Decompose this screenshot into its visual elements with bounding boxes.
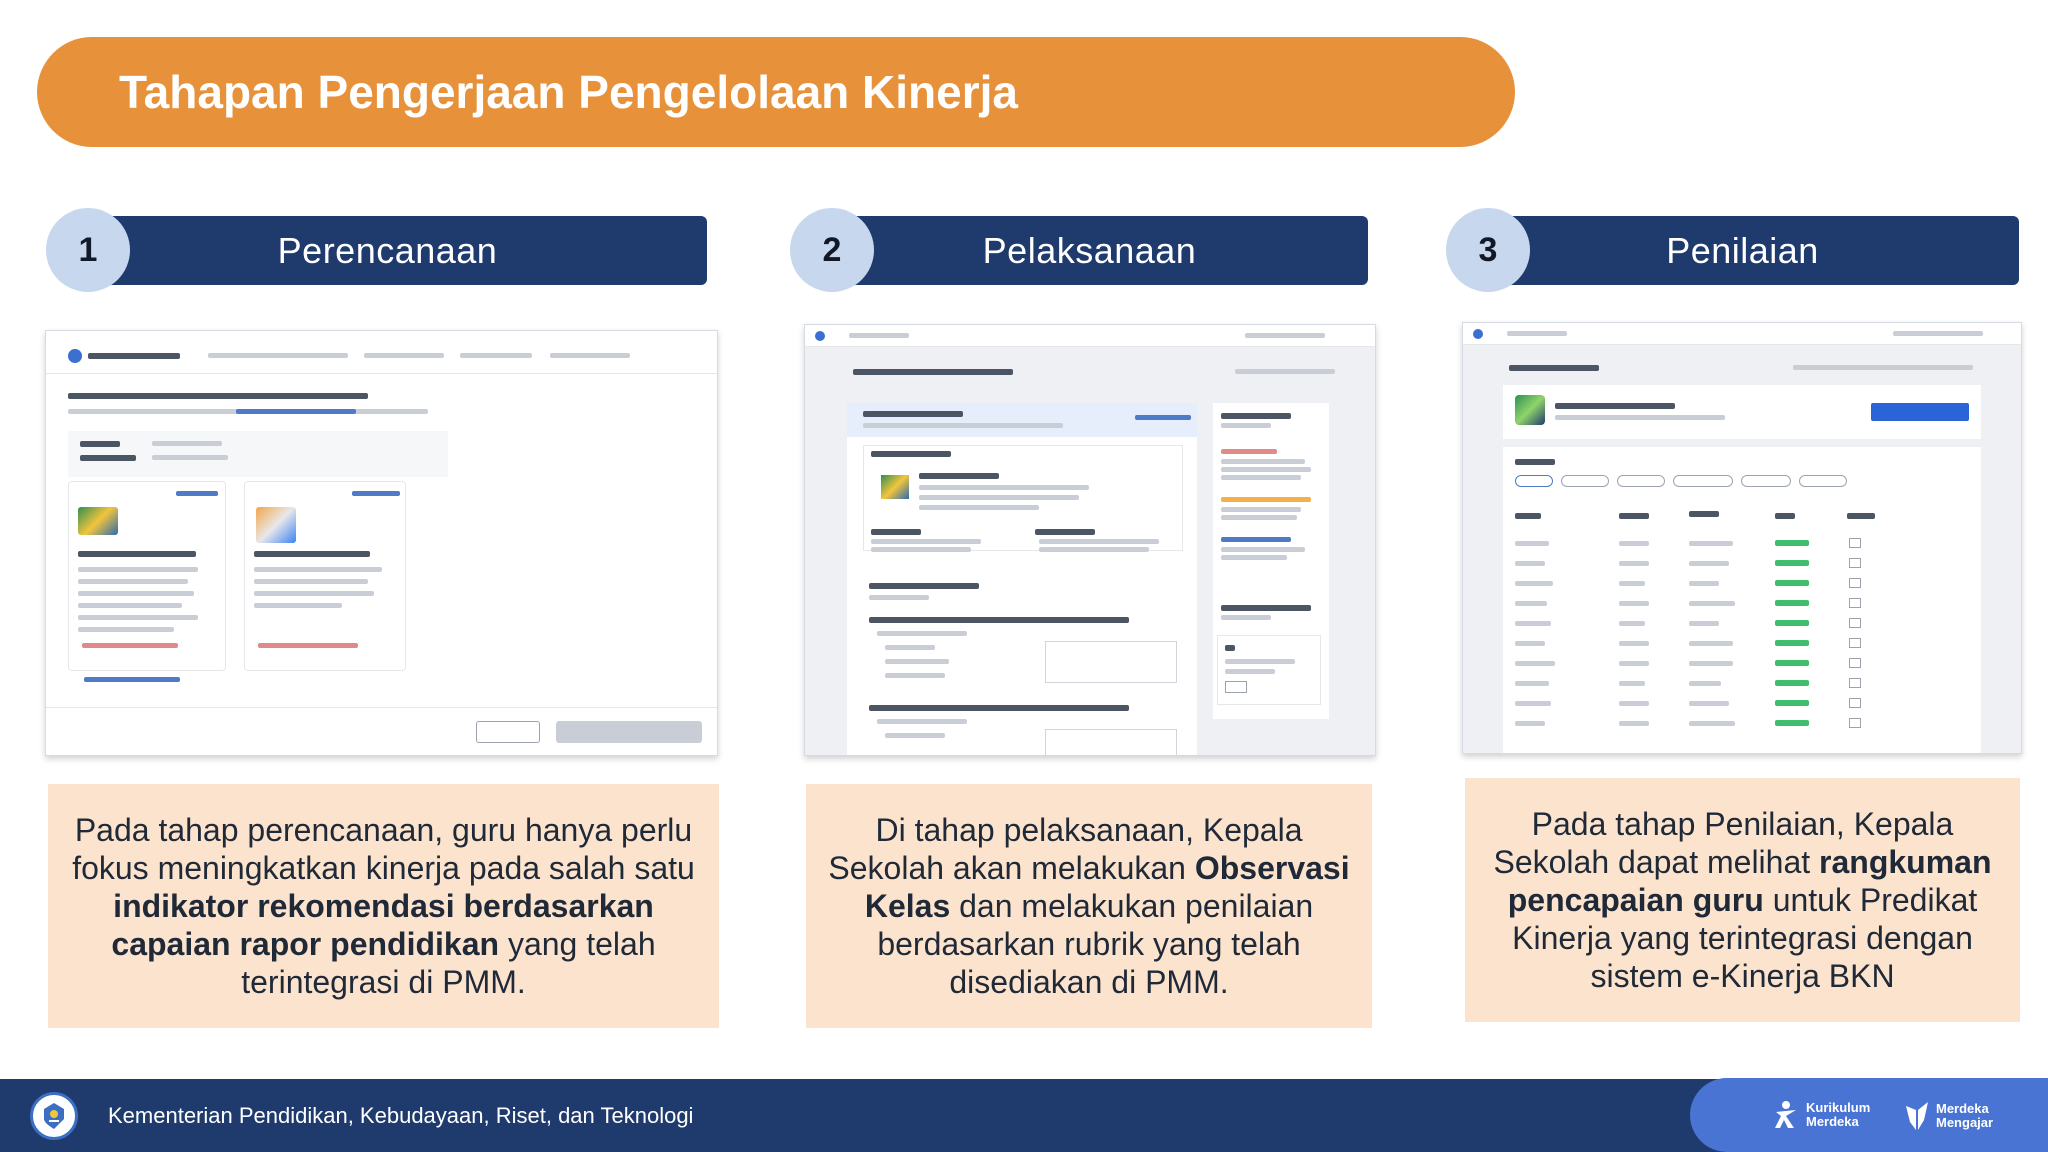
desc-emphasis: rangkuman pencapaian guru: [1507, 844, 1992, 918]
step-label: Pelaksanaan: [982, 229, 1197, 271]
description-perencanaan: [48, 784, 719, 1028]
brand-pill: [1690, 1078, 2048, 1152]
screenshot-penilaian: [1462, 322, 2022, 754]
step-header-penilaian: [1466, 216, 2019, 285]
kurikulum-merdeka-logo-icon: [1772, 1100, 1800, 1130]
desc-text: Pada tahap Penilaian, Kepala Sekolah dapat melihat: [1493, 806, 1954, 880]
screenshot-perencanaan: [45, 330, 718, 756]
merdeka-mengajar-logo-icon: [1904, 1100, 1930, 1132]
brand-line: Kurikulum: [1806, 1100, 1871, 1115]
tut-wuri-handayani-logo-icon: [30, 1092, 78, 1140]
description-text: [1479, 805, 2006, 995]
title-banner: [37, 37, 1515, 147]
description-penilaian: [1465, 778, 2020, 1022]
step-header-pelaksanaan: [811, 216, 1368, 285]
desc-text: dan melakukan penilaian berdasarkan rubrik yang telah disediakan di PMM.: [877, 888, 1314, 1000]
description-text: [62, 811, 705, 1001]
desc-text: untuk Predikat Kinerja yang terintegrasi dengan sistem e-Kinerja BKN: [1512, 882, 1978, 994]
merdeka-mengajar-logo: [1904, 1100, 1993, 1132]
desc-text: yang telah terintegrasi di PMM.: [241, 926, 656, 1000]
brand-line: Mengajar: [1936, 1115, 1994, 1130]
desc-emphasis: indikator rekomendasi berdasarkan capaian rapor pendidikan: [111, 888, 654, 962]
step-number-circle: 2: [790, 208, 874, 292]
desc-emphasis: Observasi Kelas: [864, 850, 1350, 924]
screenshot-pelaksanaan: [804, 324, 1376, 756]
step-number-circle: 1: [46, 208, 130, 292]
description-text: [820, 811, 1358, 1001]
page-title: Tahapan Pengerjaan Pengelolaan Kinerja: [119, 66, 1018, 118]
ministry-name: Kementerian Pendidikan, Kebudayaan, Riset, dan Teknologi: [108, 1103, 694, 1128]
step-header-perencanaan: [68, 216, 707, 285]
brand-line: Merdeka: [1936, 1101, 1989, 1116]
step-label: Penilaian: [1666, 229, 1819, 271]
merdeka-mengajar-wordmark: [1936, 1102, 1993, 1130]
desc-text: Pada tahap perencanaan, guru hanya perlu fokus meningkatkan kinerja pada salah satu: [72, 812, 695, 886]
brand-line: Merdeka: [1806, 1114, 1859, 1129]
step-label: Perencanaan: [277, 229, 498, 271]
desc-text: Di tahap pelaksanaan, Kepala Sekolah akan melakukan: [828, 812, 1303, 886]
description-pelaksanaan: [806, 784, 1372, 1028]
step-number-circle: 3: [1446, 208, 1530, 292]
kurikulum-merdeka-wordmark: [1806, 1101, 1870, 1129]
kurikulum-merdeka-logo: [1772, 1100, 1870, 1130]
